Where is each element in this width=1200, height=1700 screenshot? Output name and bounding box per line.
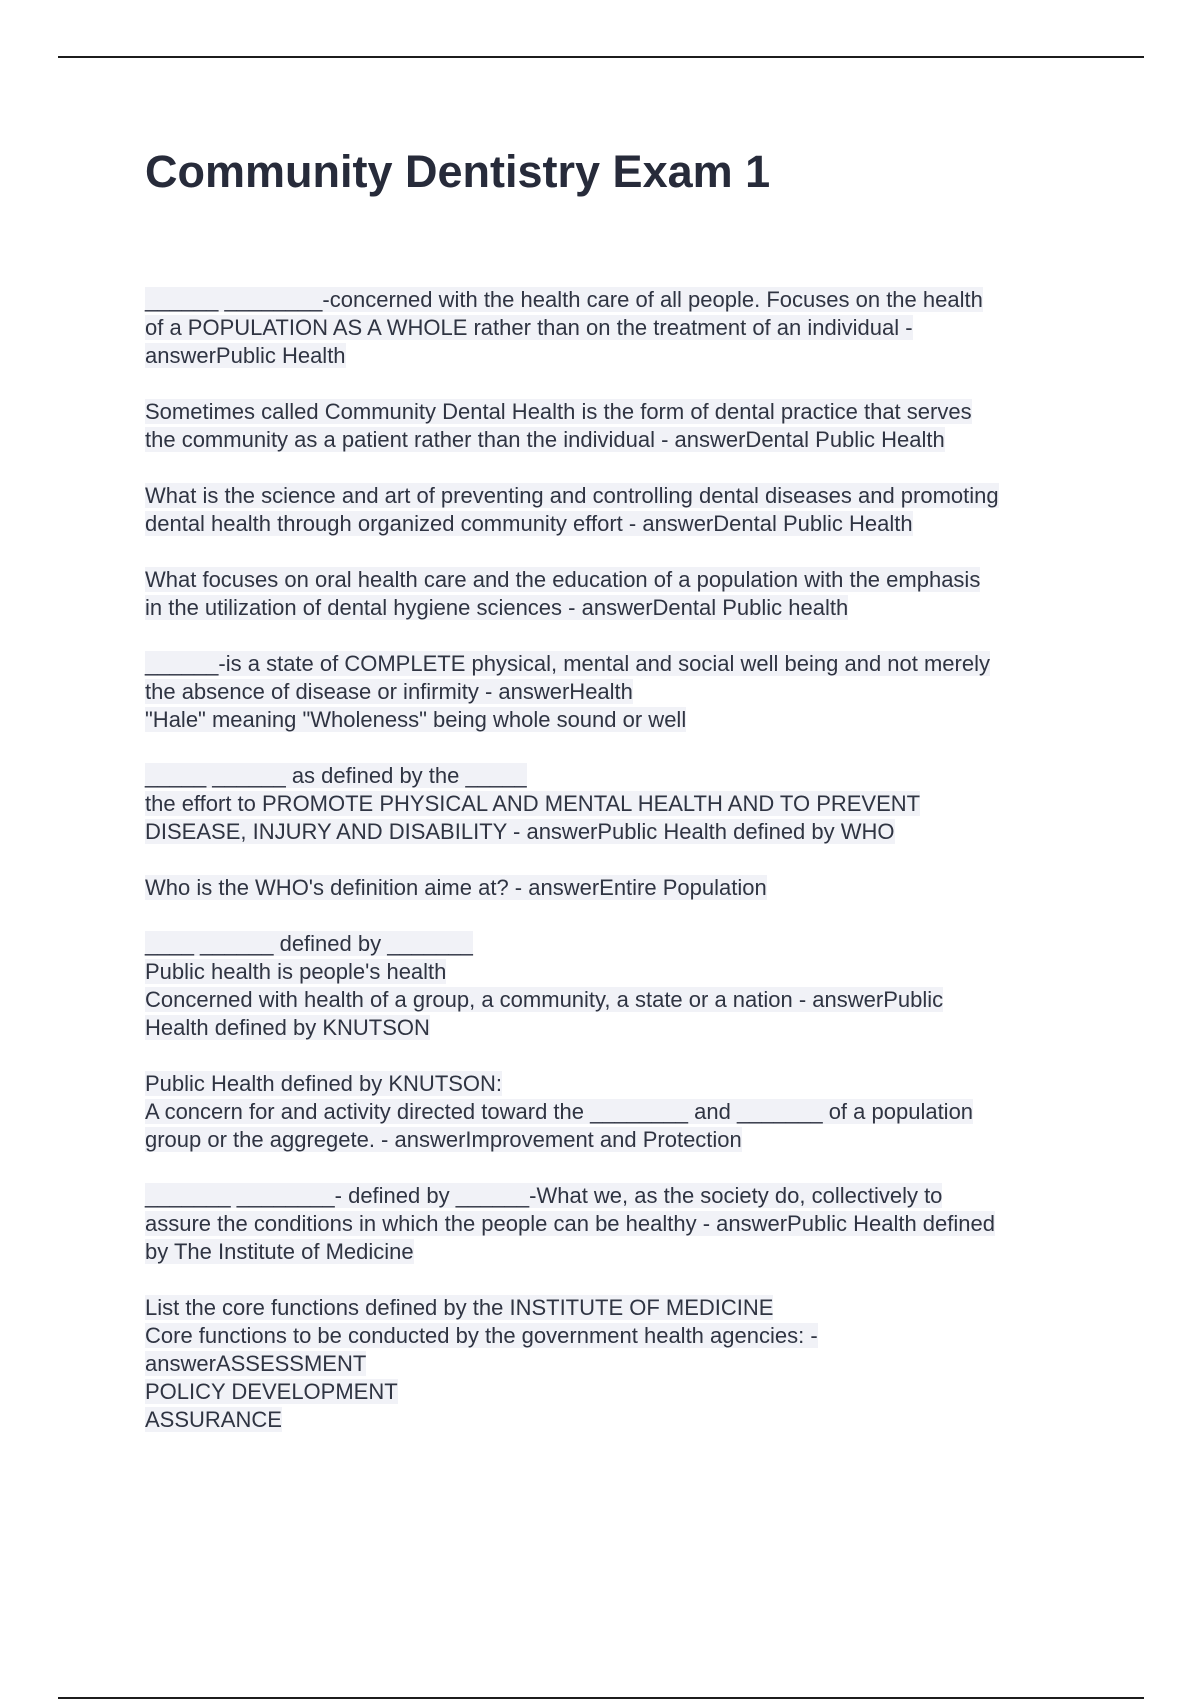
flashcard-line [145, 1350, 1095, 1378]
flashcard-line-text: answerASSESSMENT [145, 1351, 367, 1376]
flashcard-line [145, 1406, 1095, 1434]
flashcard-line-text: A concern for and activity directed toward the ________ and _______ of a population [145, 1099, 974, 1124]
flashcard-line-text: Health defined by KNUTSON [145, 1015, 430, 1040]
flashcard-line [145, 1210, 1095, 1238]
flashcard-line-text: in the utilization of dental hygiene sciences - answerDental Public health [145, 595, 849, 620]
flashcard-line [145, 426, 1095, 454]
flashcard-line [145, 706, 1095, 734]
flashcard-line-text: Sometimes called Community Dental Health is the form of dental practice that serves [145, 399, 972, 424]
flashcard-line-text: Concerned with health of a group, a community, a state or a nation - answerPublic [145, 987, 944, 1012]
flashcard-line [145, 1238, 1095, 1266]
flashcard-line-text: answerPublic Health [145, 343, 346, 368]
flashcard-line-text: _______ ________- defined by ______-What we, as the society do, collectively to [145, 1183, 943, 1208]
flashcard-line-text: Public Health defined by KNUTSON: [145, 1071, 503, 1096]
flashcard-line [145, 678, 1095, 706]
flashcard-line-text: POLICY DEVELOPMENT [145, 1379, 398, 1404]
flashcard-line-text: What is the science and art of preventing and controlling dental diseases and promoting [145, 483, 999, 508]
page-title: Community Dentistry Exam 1 [145, 146, 771, 197]
flashcard-line [145, 958, 1095, 986]
flashcard-line-text: assure the conditions in which the people can be healthy - answerPublic Health defined [145, 1211, 995, 1236]
flashcard-line [145, 650, 1095, 678]
flashcard-line-text: "Hale" meaning "Wholeness" being whole sound or well [145, 707, 687, 732]
flashcard-line [145, 790, 1095, 818]
flashcard-entry [145, 1294, 1095, 1434]
flashcard-entry [145, 650, 1095, 734]
flashcard-entry [145, 1070, 1095, 1154]
flashcard-line-text: Public health is people's health [145, 959, 447, 984]
flashcard-line [145, 1014, 1095, 1042]
flashcard-line [145, 1182, 1095, 1210]
flashcard-line-text: the community as a patient rather than the individual - answerDental Public Health [145, 427, 945, 452]
flashcard-line-text: of a POPULATION AS A WHOLE rather than on the treatment of an individual - [145, 315, 913, 340]
flashcard-line [145, 594, 1095, 622]
flashcard-line [145, 286, 1095, 314]
flashcard-entry [145, 1182, 1095, 1266]
flashcard-entry [145, 566, 1095, 622]
flashcard-line-text: Core functions to be conducted by the government health agencies: - [145, 1323, 818, 1348]
flashcard-line [145, 818, 1095, 846]
flashcard-line-text: ______-is a state of COMPLETE physical, mental and social well being and not merely [145, 651, 990, 676]
flashcard-line [145, 1126, 1095, 1154]
flashcard-line-text: group or the aggregete. - answerImprovement and Protection [145, 1127, 742, 1152]
flashcard-line [145, 762, 1095, 790]
flashcard-entry [145, 762, 1095, 846]
flashcard-entry [145, 398, 1095, 454]
flashcard-line-text: ASSURANCE [145, 1407, 282, 1432]
flashcard-line [145, 986, 1095, 1014]
flashcard-entry [145, 482, 1095, 538]
flashcard-entry [145, 930, 1095, 1042]
flashcard-line [145, 398, 1095, 426]
flashcard-line [145, 1294, 1095, 1322]
flashcard-line-text: dental health through organized community effort - answerDental Public Health [145, 511, 913, 536]
flashcard-list [145, 286, 1095, 1462]
flashcard-line-text: by The Institute of Medicine [145, 1239, 414, 1264]
flashcard-line-text: _____ ______ as defined by the _____ [145, 763, 527, 788]
flashcard-line-text: What focuses on oral health care and the education of a population with the emphasis [145, 567, 981, 592]
flashcard-line-text: ______ ________-concerned with the health care of all people. Focuses on the health [145, 287, 983, 312]
flashcard-line-text: ____ ______ defined by _______ [145, 931, 473, 956]
flashcard-line-text: the absence of disease or infirmity - answerHealth [145, 679, 633, 704]
flashcard-line [145, 314, 1095, 342]
flashcard-line-text: the effort to PROMOTE PHYSICAL AND MENTAL HEALTH AND TO PREVENT [145, 791, 921, 816]
flashcard-line [145, 1322, 1095, 1350]
flashcard-entry [145, 874, 1095, 902]
flashcard-line [145, 1098, 1095, 1126]
flashcard-line [145, 930, 1095, 958]
flashcard-line [145, 1070, 1095, 1098]
bottom-rule [58, 1697, 1144, 1699]
flashcard-line [145, 1378, 1095, 1406]
flashcard-entry [145, 286, 1095, 370]
flashcard-line [145, 482, 1095, 510]
flashcard-line-text: List the core functions defined by the INSTITUTE OF MEDICINE [145, 1295, 774, 1320]
flashcard-line [145, 510, 1095, 538]
top-rule [58, 56, 1144, 58]
flashcard-line [145, 342, 1095, 370]
flashcard-line-text: DISEASE, INJURY AND DISABILITY - answerPublic Health defined by WHO [145, 819, 895, 844]
flashcard-line-text: Who is the WHO's definition aime at? - answerEntire Population [145, 875, 767, 900]
flashcard-line [145, 566, 1095, 594]
flashcard-line [145, 874, 1095, 902]
